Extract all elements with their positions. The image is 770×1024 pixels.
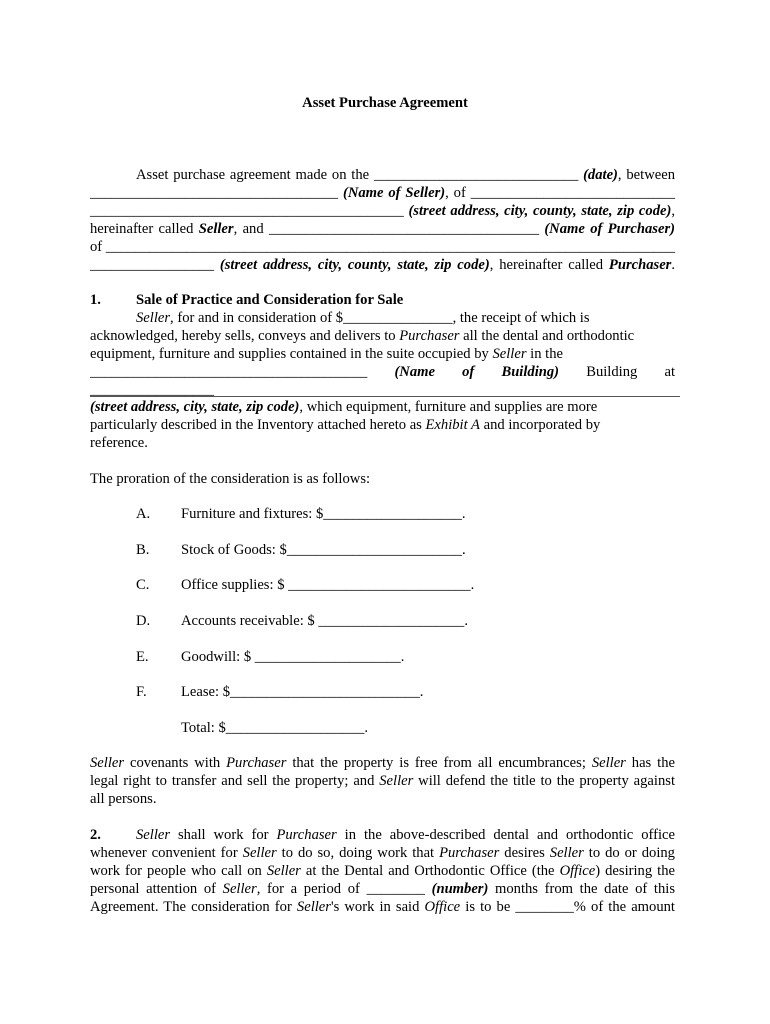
text-segment: Purchaser: [276, 827, 337, 843]
item-letter: [136, 576, 149, 594]
text-segment: personal attention of: [90, 881, 223, 897]
text-segment: Office: [424, 899, 461, 915]
text-segment: (street address, city, state, zip code): [90, 399, 300, 415]
item-text: [181, 683, 423, 701]
text-segment: Sale of Practice and Consideration for Sale: [136, 292, 404, 308]
fill-in-blank[interactable]: __________________________________: [90, 185, 339, 201]
fill-in-blank[interactable]: ___________________: [225, 720, 365, 736]
fill-in-blank[interactable]: _______________: [343, 310, 453, 326]
fill-in-blank[interactable]: _________________: [90, 382, 215, 398]
text-segment: Purchaser: [226, 755, 287, 771]
text-segment: Seller: [266, 863, 301, 879]
text-segment: Seller: [591, 755, 626, 771]
text-segment: to do or doing: [583, 845, 675, 861]
text-segment: B.: [136, 542, 150, 558]
text-segment: 's work in said: [330, 899, 425, 915]
text-segment: Purchaser: [399, 328, 460, 344]
text-segment: Seller: [242, 845, 277, 861]
text-segment: , and: [233, 221, 269, 237]
text-segment: all persons.: [90, 791, 157, 807]
text-segment: Seller: [222, 881, 257, 897]
text-segment: (Name of Building): [367, 364, 560, 380]
section1-line: [90, 363, 675, 399]
text-segment: to do so, doing work that: [276, 845, 440, 861]
text-segment: has the: [625, 755, 675, 771]
text-segment: whenever convenient for: [90, 845, 243, 861]
text-segment: , hereinafter called: [489, 257, 609, 273]
text-segment: Goodwill: $: [181, 649, 255, 665]
section2-line: [90, 880, 675, 898]
text-segment: in the: [526, 346, 563, 362]
section-heading: [136, 291, 403, 309]
text-segment: Seller: [136, 310, 171, 326]
fill-in-blank[interactable]: _____________________________________: [269, 221, 539, 237]
text-segment: Seller: [136, 827, 171, 843]
text-segment: Seller: [549, 845, 584, 861]
proration-intro: [90, 470, 370, 488]
item-text: [181, 541, 466, 559]
text-segment: .: [470, 577, 475, 593]
item-letter: [136, 612, 150, 630]
fill-in-blank[interactable]: ________: [515, 899, 574, 915]
text-segment: Total: $: [181, 720, 226, 736]
fill-in-blank[interactable]: ___________________________________________: [90, 203, 404, 219]
intro-line: [90, 256, 675, 274]
section1-line: [136, 309, 590, 327]
text-segment: Exhibit A: [425, 417, 480, 433]
text-segment: , the receipt of which is: [452, 310, 590, 326]
text-segment: months from the date of this: [488, 881, 676, 897]
item-text: [181, 576, 474, 594]
text-segment: .: [461, 506, 466, 522]
fill-in-blank[interactable]: ________________________: [286, 542, 462, 558]
text-segment: Asset purchase agreement made on the: [136, 167, 374, 183]
fill-in-blank[interactable]: ____________________: [318, 613, 465, 629]
intro-line: [90, 220, 675, 238]
section2-line: [90, 862, 675, 880]
text-segment: , for and in consideration of $: [170, 310, 344, 326]
text-segment: , of: [445, 185, 471, 201]
text-segment: F.: [136, 684, 147, 700]
text-segment: , which equipment, furniture and supplies are more: [299, 399, 598, 415]
section1-line: [90, 398, 597, 416]
item-letter: [136, 683, 147, 701]
fill-in-blank[interactable]: ____________________________: [470, 185, 675, 201]
text-segment: Seller: [90, 755, 125, 771]
fill-in-blank[interactable]: _________________________: [288, 577, 471, 593]
text-segment: hereinafter called: [90, 221, 199, 237]
item-text: [181, 648, 404, 666]
text-segment: % of the amount: [573, 899, 675, 915]
total-line: [181, 719, 368, 737]
text-segment: Building at: [559, 364, 675, 380]
text-segment: Lease: $: [181, 684, 231, 700]
text-segment: (street address, city, county, state, zip code): [403, 203, 672, 219]
fill-in-blank[interactable]: _________________: [90, 257, 215, 273]
section-number: [90, 826, 101, 844]
text-segment: , for a period of: [256, 881, 367, 897]
text-segment: acknowledged, hereby sells, conveys and delivers to: [90, 328, 400, 344]
text-segment: Seller: [379, 773, 414, 789]
text-segment: shall work for: [170, 827, 277, 843]
text-segment: 1.: [90, 292, 101, 308]
text-segment: ) desiring the: [595, 863, 675, 879]
section2-line: [90, 898, 675, 916]
text-segment: .: [419, 684, 424, 700]
intro-line: [90, 202, 675, 220]
fill-in-blank[interactable]: ______________________________________________________________________________: [105, 239, 675, 255]
intro-line: [136, 166, 675, 184]
fill-in-blank[interactable]: ____________________: [254, 649, 401, 665]
section1-line: [90, 434, 148, 452]
text-segment: at the Dental and Orthodontic Office (the: [300, 863, 560, 879]
section2-line: [136, 826, 675, 844]
text-segment: in the above-described dental and orthodontic office: [336, 827, 675, 843]
item-text: [181, 612, 468, 630]
text-segment: Accounts receivable: $: [181, 613, 319, 629]
text-segment: work for people who call on: [90, 863, 267, 879]
covenant-line: [90, 790, 156, 808]
text-segment: Purchaser: [439, 845, 500, 861]
text-segment: C.: [136, 577, 150, 593]
text-segment: Seller: [492, 346, 527, 362]
text-segment: ,: [671, 203, 675, 219]
intro-line: [90, 238, 675, 256]
text-segment: Agreement. The consideration for: [90, 899, 297, 915]
text-segment: 2.: [90, 827, 101, 843]
text-segment: (number): [424, 881, 489, 897]
text-segment: (Name of Seller): [338, 185, 446, 201]
section2-line: [90, 844, 675, 862]
section1-line: [90, 416, 600, 434]
text-segment: .: [400, 649, 405, 665]
text-segment: all the dental and orthodontic: [459, 328, 635, 344]
fill-in-blank[interactable]: ______________________________________: [90, 364, 368, 380]
section-number: [90, 291, 101, 309]
text-segment: Furniture and fixtures: $: [181, 506, 324, 522]
text-segment: covenants with: [124, 755, 227, 771]
text-segment: E.: [136, 649, 149, 665]
text-segment: D.: [136, 613, 151, 629]
item-letter: [136, 505, 150, 523]
text-segment: (date): [578, 167, 618, 183]
text-segment: Office: [559, 863, 596, 879]
text-segment: .: [671, 257, 676, 273]
text-segment: will defend the title to the property against: [413, 773, 675, 789]
text-segment: The proration of the consideration is as follows:: [90, 471, 371, 487]
text-segment: Purchaser: [608, 257, 672, 273]
fill-in-blank[interactable]: ____________________________: [373, 167, 579, 183]
fill-in-blank[interactable]: ___________________: [323, 506, 462, 522]
text-segment: Seller: [198, 221, 234, 237]
fill-in-blank[interactable]: __________________________: [230, 684, 420, 700]
text-segment: , between: [617, 167, 675, 183]
section1-line: [90, 327, 634, 345]
text-segment: of: [90, 239, 106, 255]
item-letter: [136, 541, 149, 559]
document-title: Asset Purchase Agreement: [302, 95, 468, 111]
text-segment: equipment, furniture and supplies contained in the suite occupied by: [90, 346, 493, 362]
covenant-line: [90, 754, 675, 772]
text-segment: legal right to transfer and sell the property; and: [90, 773, 380, 789]
text-segment: Stock of Goods: $: [181, 542, 287, 558]
text-segment: Office supplies: $: [181, 577, 289, 593]
text-segment: desires: [499, 845, 550, 861]
text-segment: .: [464, 613, 468, 629]
text-segment: (street address, city, county, state, zip code): [214, 257, 490, 273]
text-segment: .: [461, 542, 466, 558]
text-segment: Seller: [296, 899, 331, 915]
section1-line: [90, 345, 563, 363]
item-text: [181, 505, 466, 523]
text-segment: A.: [136, 506, 151, 522]
intro-line: [90, 184, 675, 202]
covenant-line: [90, 772, 675, 790]
item-letter: [136, 648, 149, 666]
text-segment: particularly described in the Inventory attached hereto as: [90, 417, 426, 433]
text-segment: .: [364, 720, 369, 736]
text-segment: and incorporated by: [479, 417, 601, 433]
text-segment: (Name of Purchaser): [538, 221, 675, 237]
text-segment: is to be: [460, 899, 516, 915]
text-segment: that the property is free from all encumbrances;: [286, 755, 592, 771]
text-segment: reference.: [90, 435, 148, 451]
fill-in-blank[interactable]: ________: [366, 881, 425, 897]
